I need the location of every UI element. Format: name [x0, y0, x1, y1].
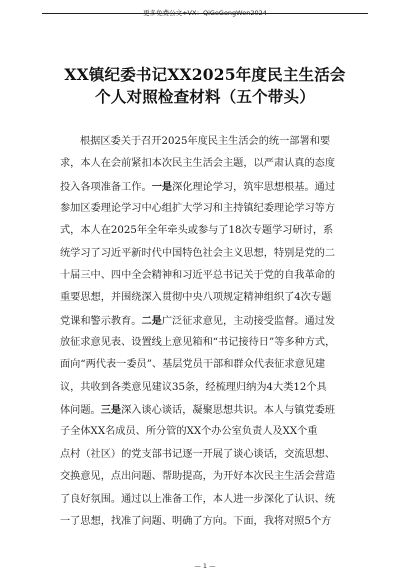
page-header: [42, 0, 368, 17]
body-line: [60, 332, 351, 354]
body-text: 议，共收到各类意见建议35条，经梳理归纳为4大类12个具: [60, 381, 327, 393]
body-text: 式，本人在2025年全年牵头或参与了18次专题学习研讨，系: [60, 225, 334, 237]
body-line: [60, 198, 351, 220]
body-line: [60, 220, 351, 242]
body-text: 体问题。: [60, 405, 101, 417]
body-text: 重要思想，并围绕深入贯彻中央八项规定精神组织了4次专题: [60, 292, 332, 304]
body-line: [60, 511, 351, 533]
body-text: 投入各项准备工作。: [60, 181, 152, 193]
body-line: [60, 176, 351, 198]
body-text: 统学习了习近平新时代中国特色社会主义思想，特别是党的二: [60, 247, 336, 259]
body-text: 了良好氛围。通过以上准备工作，本人进一步深化了认识、统: [60, 493, 336, 505]
body-text: 十届三中、四中全会精神和习近平总书记关于党的自我革命的: [60, 270, 336, 282]
body-text: 子全体XX名成员、所分管的XX个办公室负责人及XX个重: [60, 426, 318, 438]
body-line: [60, 399, 351, 421]
body-text: 根据区委关于召开2025年度民主生活会的统一部署和要: [80, 136, 331, 147]
body-line: [60, 287, 351, 309]
emphasis-text: 三是: [100, 404, 122, 417]
title-line-2: 个人对照检查材料（五个带头）: [95, 87, 315, 106]
body-text: 深化理论学习，筑牢思想根基。通过: [172, 181, 336, 193]
body-text: 一了思想，找准了问题、明确了方向。下面，我将对照5个方: [60, 515, 332, 527]
document-body: [60, 131, 351, 533]
body-text: 放征求意见表、设置线上意见箱和“书记接待日”等多种方式，: [60, 337, 336, 349]
body-line: [60, 377, 351, 399]
body-line: [60, 489, 351, 511]
document-title: [20, 64, 390, 108]
body-text: 点村（社区）的党支部书记逐一开展了谈心谈话，交流思想、: [60, 448, 336, 460]
emphasis-text: 一是: [151, 180, 173, 193]
body-text: 深入谈心谈话，凝聚思想共识。本人与镇党委班: [121, 405, 336, 417]
body-text: 党课和警示教育。: [60, 315, 142, 327]
body-line: [60, 243, 351, 265]
page-number: — 1 —: [194, 562, 216, 570]
body-text: 交换意见，点出问题、帮助提高，为开好本次民主生活会营造: [60, 471, 336, 483]
body-line: [60, 153, 351, 175]
body-line: [60, 466, 351, 488]
body-text: 参加区委理论学习中心组扩大学习和主持镇纪委理论学习等方: [60, 203, 336, 215]
body-text: 广泛征求意见，主动接受监督。通过发: [161, 315, 336, 327]
emphasis-text: 二是: [141, 314, 162, 327]
body-line: [60, 310, 351, 332]
header-text: 更多免费公文+VX：QiGeGongWen2024: [143, 9, 267, 17]
body-line: [60, 265, 351, 287]
body-text: 求，本人在会前紧扣本次民主生活会主题，以严肃认真的态度: [60, 158, 336, 170]
body-line: [60, 354, 351, 376]
body-line: [60, 421, 351, 443]
body-text: 面向“两代表一委员”、基层党员干部和群众代表征求意见建: [60, 359, 326, 371]
body-line: [60, 131, 351, 153]
title-line-1: XX镇纪委书记XX2025年度民主生活会: [64, 65, 346, 84]
body-line: [60, 444, 351, 466]
